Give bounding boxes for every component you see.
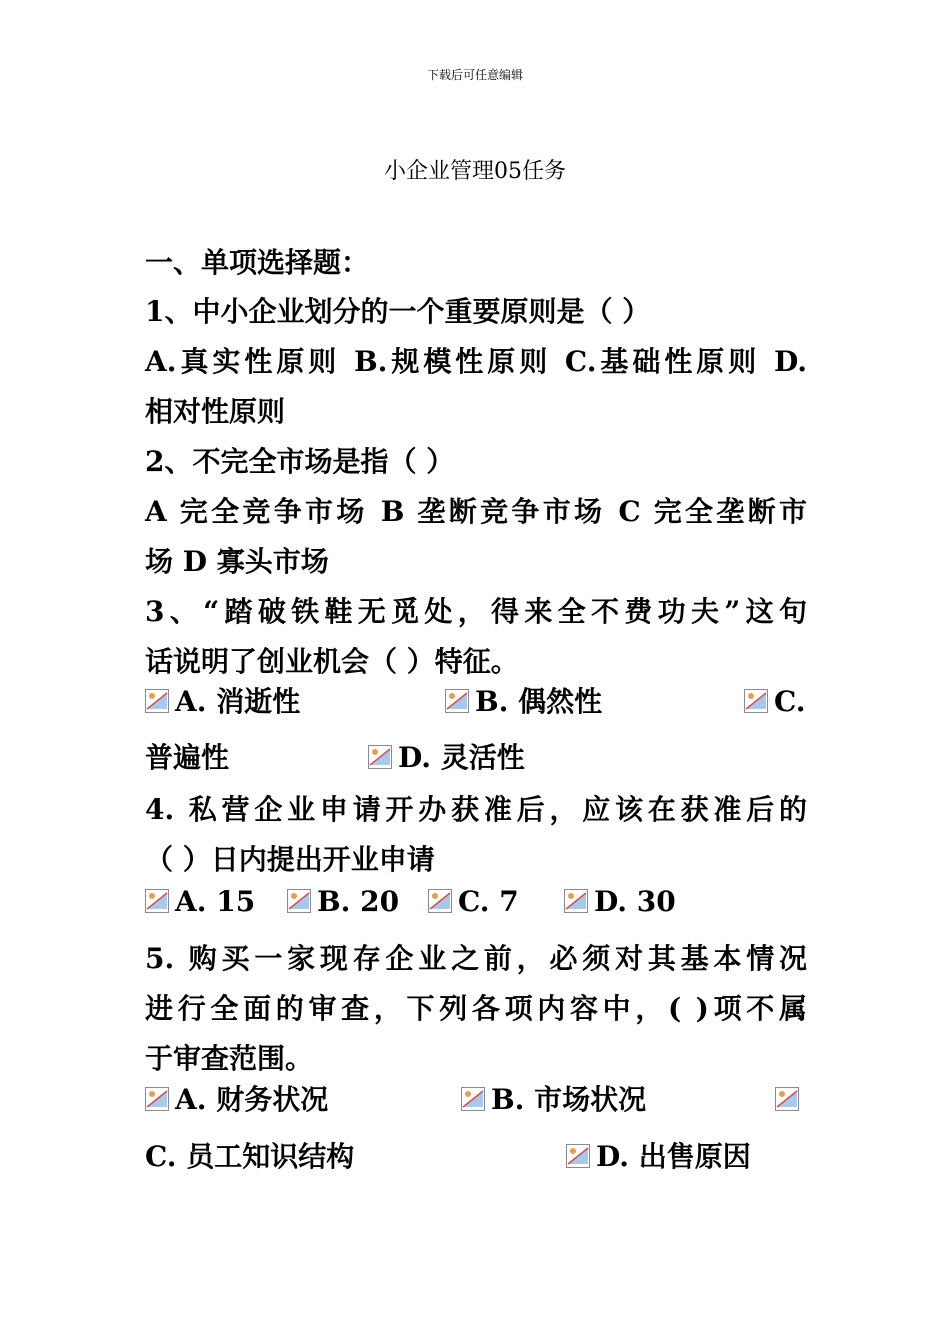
q2-options-line2: 场 D 寡头市场 [145, 545, 329, 578]
page-header: 下载后可任意编辑 [426, 68, 523, 82]
q4-stem-line1: 4. 私营企业申请开办获准后，应该在获准后的 [145, 793, 807, 826]
broken-image-icon [566, 1144, 590, 1168]
q1-options-line1: A.真实性原则 B.规模性原则 C.基础性原则 D. [145, 345, 807, 378]
q4-option-a: A. 15 [145, 880, 255, 924]
q4-option-d: D. 30 [564, 880, 676, 924]
broken-image-icon [145, 689, 169, 713]
broken-image-icon [461, 1087, 485, 1111]
broken-image-icon [368, 745, 392, 769]
broken-image-icon [564, 889, 588, 913]
q3-option-c-continued: 普遍性 [145, 741, 230, 774]
q5-option-b: B. 市场状况 [461, 1078, 646, 1122]
broken-image-icon [145, 1087, 169, 1111]
broken-image-icon [145, 889, 169, 913]
q5-option-a: A. 财务状况 [145, 1078, 328, 1122]
q3-option-c: C. [744, 680, 806, 724]
q1-options-line2: 相对性原则 [145, 395, 286, 428]
q4-option-c: C. 7 [428, 880, 519, 924]
q3-stem-line1: 3、“踏破铁鞋无觅处，得来全不费功夫”这句 [145, 595, 807, 628]
q3-option-a: A. 消逝性 [145, 680, 300, 724]
broken-image-icon [428, 889, 452, 913]
q5-option-c-icon [775, 1078, 805, 1122]
broken-image-icon [744, 689, 768, 713]
q5-stem-line3: 于审查范围。 [145, 1042, 314, 1075]
q3-option-b: B. 偶然性 [445, 680, 602, 724]
q5-stem-line1: 5. 购买一家现存企业之前，必须对其基本情况 [145, 942, 807, 975]
q2-options-line1: A 完全竞争市场 B 垄断竞争市场 C 完全垄断市 [145, 495, 807, 528]
q2-stem: 2、不完全市场是指（ ） [145, 445, 455, 478]
broken-image-icon [445, 689, 469, 713]
q3-stem-line2: 话说明了创业机会（ ）特征。 [145, 645, 519, 678]
document-title: 小企业管理05任务 [384, 159, 566, 184]
q3-option-d: D. 灵活性 [368, 736, 525, 780]
broken-image-icon [287, 889, 311, 913]
broken-image-icon [775, 1087, 799, 1111]
q5-stem-line2: 进行全面的审查，下列各项内容中，( )项不属 [145, 992, 807, 1025]
q4-option-b: B. 20 [287, 880, 399, 924]
q1-stem: 1、中小企业划分的一个重要原则是（ ） [145, 295, 651, 328]
q5-option-c: C. 员工知识结构 [145, 1140, 355, 1173]
section-heading: 一、单项选择题： [145, 246, 370, 279]
q4-stem-line2: （ ）日内提出开业申请 [145, 843, 435, 876]
q5-option-d: D. 出售原因 [566, 1135, 751, 1179]
